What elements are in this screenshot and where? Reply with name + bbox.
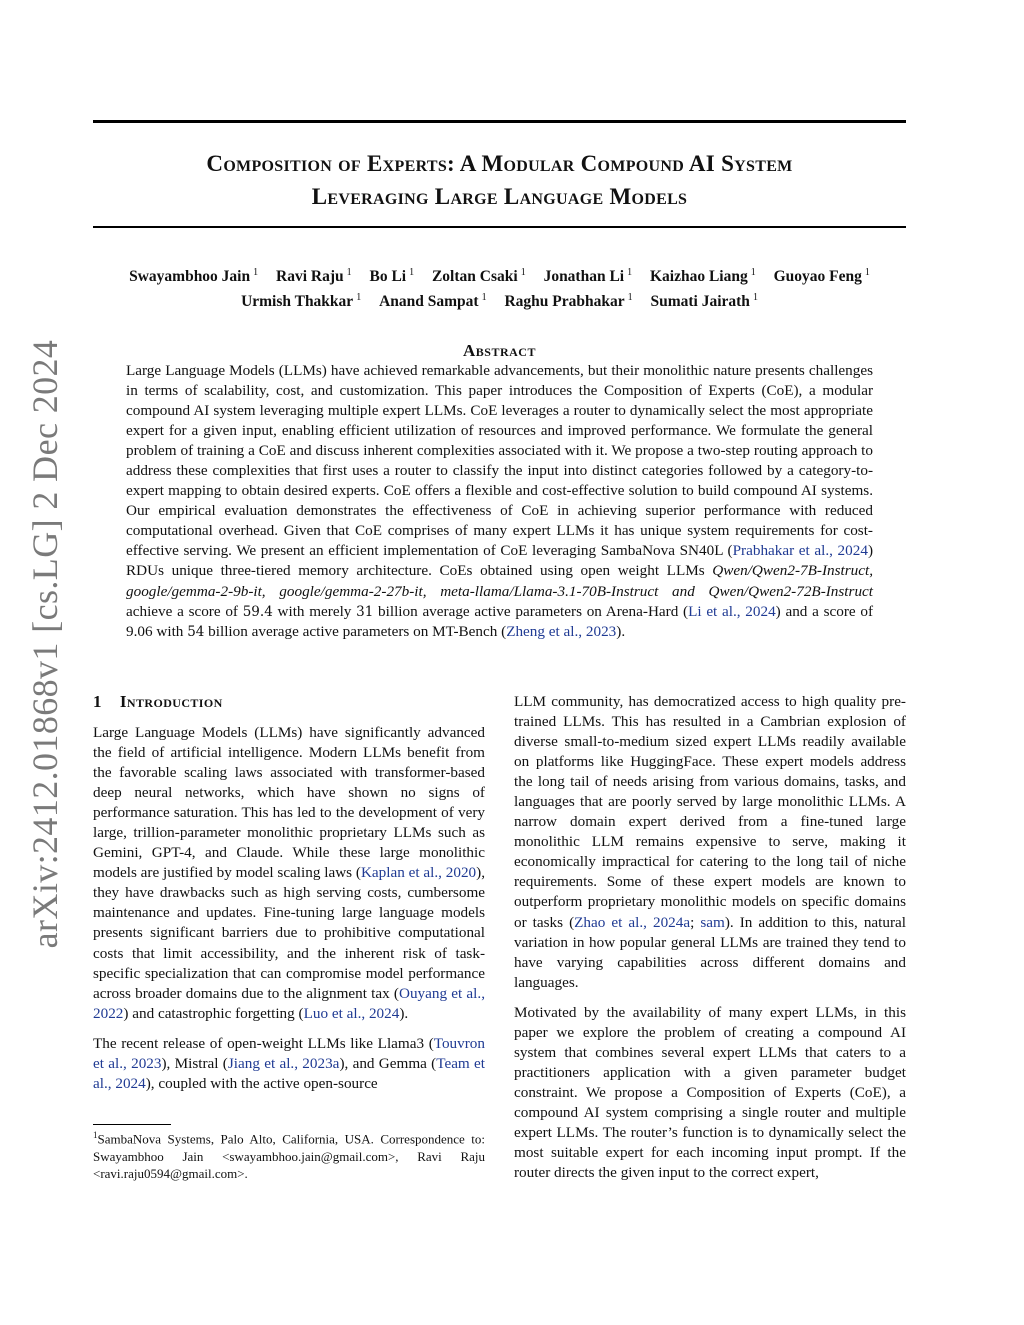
paragraph: Large Language Models (LLMs) have significantly advanced the field of artificial intelligence. Modern LLMs benefit from the favorable scaling laws associated with transformer-based deep neural networks, which have shown no signs of performance saturation. This has led to the development of very large, trillion-parameter monolithic proprietary LLMs such as Gemini, GPT-4, and Claude. While these large monolithic models are justified by model scaling laws (Kaplan et al., 2020), they have drawbacks such as high serving costs, cumbersome maintenance and updates. Fine-tuning large language models presents significant barriers due to prohibitive computational costs that limit accessibility, and the inherent risk of task-specific specialization that can compromise model performance across broader domains due to the alignment tax (Ouyang et al., 2022) and catastrophic forgetting (Luo et al., 2024). [93, 724, 486, 1022]
section-heading-introduction: 1 Introduction [93, 692, 223, 711]
author: Sumati Jairath $^1$ [650, 292, 758, 311]
citation-link[interactable]: Luo et al., 2024 [303, 1004, 400, 1022]
author: Guoyao Feng $^1$ [773, 267, 870, 286]
paper-title [93, 147, 906, 213]
author-row-2 [93, 287, 906, 312]
footnote-rule [93, 1124, 171, 1125]
author: Anand Sampat $^1$ [379, 292, 487, 311]
author-list [93, 262, 906, 312]
citation-link[interactable]: Prabhakar et al., 2024 [732, 542, 868, 560]
author: Swayambhoo Jain $^1$ [129, 267, 259, 286]
footnote: $^1$SambaNova Systems, Palo Alto, California, USA. Correspondence to: Swayambhoo Jain <swayambhoo.jain@gmail.com>, Ravi Raju <ravi.raju0594@gmail.com>. [93, 1130, 485, 1182]
author: Raghu Prabhakar $^1$ [504, 292, 633, 311]
paragraph: The recent release of open-weight LLMs like Llama3 (Touvron et al., 2023), Mistral (Jiang et al., 2023a), and Gemma (Team et al., 2024), coupled with the active open-source [93, 1034, 485, 1092]
author: Ravi Raju $^1$ [276, 267, 352, 286]
author: Kaizhao Liang $^1$ [649, 267, 756, 286]
citation-link[interactable]: Team et al., 2024 [93, 1054, 485, 1092]
citation-link[interactable]: Zheng et al., 2023 [506, 622, 617, 640]
model-list: Qwen/Qwen2-7B-Instruct, google/gemma-2-9b-it, google/gemma-2-27b-it, meta-llama/Llama-3.1-70B-Instruct and Qwen/Qwen2-72B-Instruct [126, 562, 873, 600]
citation-link[interactable]: Kaplan et al., 2020 [360, 864, 477, 882]
paragraph: LLM community, has democratized access to high quality pre-trained LLMs. This has resulted in a Cambrian explosion of diverse small-to-medium sized expert LLMs readily available on platforms like HuggingFace. These expert models address the long tail of needs arising from various domains, tasks, and languages that are poorly served by large monolithic LLMs. A narrow domain expert derived from a fine-tuned large monolithic LLM remains expensive to serve, making it economically impractical for catering to the long tail of niche requirements. Some of these expert models are known to outperform proprietary monolithic models on specific domains or tasks (Zhao et al., 2024a; sam). In addition to this, natural variation in how popular general LLMs are trained they tend to have varying capabilities across different domains and languages. [514, 693, 906, 991]
right-column [514, 692, 906, 1193]
abstract-heading: Abstract [463, 341, 536, 360]
title-bottom-rule [93, 226, 906, 228]
citation-link[interactable]: Jiang et al., 2023a [227, 1054, 340, 1072]
author: Jonathan Li $^1$ [543, 267, 633, 286]
paragraph: Motivated by the availability of many expert LLMs, in this paper we explore the problem of creating a compound AI system that combines several expert LLMs that caters to a practitioners application with a given parameter budget constraint. We propose a Composition of Experts (CoE), a compound AI system comprising a single router and multiple expert LLMs. The router’s function is to dynamically select the most suitable expert for each incoming input prompt. If the router directs the given input to the correct expert, [514, 1003, 906, 1182]
title-line-1: Composition of Experts: A Modular Compound AI System [206, 151, 793, 176]
title-top-rule [93, 120, 906, 123]
title-line-2: Leveraging Large Language Models [311, 184, 688, 209]
abstract-body: Large Language Models (LLMs) have achieved remarkable advancements, but their monolithic nature presents challenges in terms of scalability, cost, and customization. This paper introduces the Composition of Experts (CoE), a modular compound AI system leveraging multiple expert LLMs. CoE leverages a router to dynamically select the most appropriate expert for a given input, enabling efficient utilization of resources and improved performance. We formulate the general problem of training a CoE and discuss inherent complexities associated with it. We propose a two-step routing approach to address these complexities that first uses a router to classify the input into distinct categories followed by a category-to-expert mapping to obtain desired experts. CoE offers a flexible and cost-effective solution to build compound AI systems. Our empirical evaluation demonstrates the effectiveness of CoE in achieving superior performance with reduced computational overhead. Given that CoE comprises of many expert LLMs it has unique system requirements for cost-effective serving. We present an efficient implementation of CoE leveraging SambaNova SN40L (Prabhakar et al., 2024) RDUs unique three-tiered memory architecture. CoEs obtained using open weight LLMs Qwen/Qwen2-7B-Instruct, google/gemma-2-9b-it, google/gemma-2-27b-it, meta-llama/Llama-3.1-70B-Instruct and Qwen/Qwen2-72B-Instruct achieve a score of 59.4 with merely 31 billion average active parameters on Arena-Hard (Li et al., 2024) and a score of 9.06 with 54 billion average active parameters on MT-Bench (Zheng et al., 2023). [126, 362, 874, 640]
citation-link[interactable]: Zhao et al., 2024a [574, 913, 691, 931]
author: Urmish Thakkar $^1$ [241, 292, 362, 311]
citation-link[interactable]: Touvron et al., 2023 [93, 1034, 485, 1072]
citation-link[interactable]: sam [700, 913, 725, 931]
arxiv-identifier: arXiv:2412.01868v1 [cs.LG] 2 Dec 2024 [25, 339, 65, 949]
author: Zoltan Csaki $^1$ [431, 267, 526, 286]
left-column [93, 691, 485, 1104]
citation-link[interactable]: Li et al., 2024 [688, 602, 776, 620]
citation-link[interactable]: Ouyang et al., 2022 [93, 984, 485, 1022]
author: Bo Li $^1$ [369, 267, 415, 286]
author-row-1 [93, 262, 906, 287]
